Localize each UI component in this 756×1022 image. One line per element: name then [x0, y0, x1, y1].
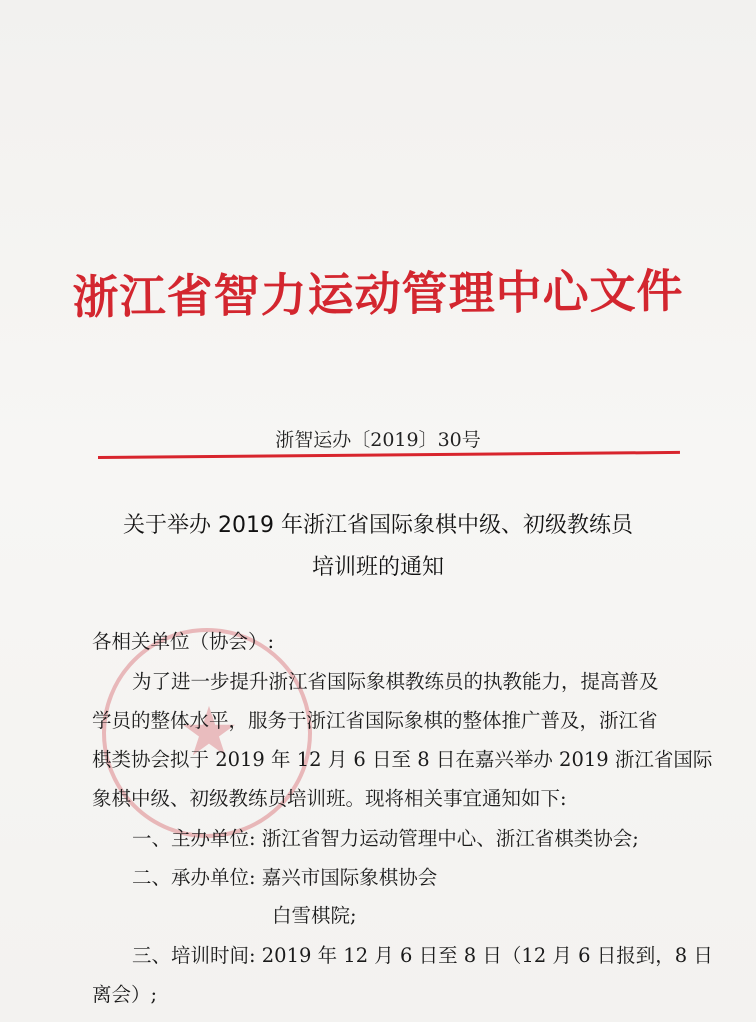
document-header-title: 浙江省智力运动管理中心文件 [72, 263, 684, 325]
item-organizer: 一、主办单位: 浙江省智力运动管理中心、浙江省棋类协会; [132, 827, 639, 850]
notice-title-line-2: 培训班的通知 [311, 555, 444, 580]
salutation: 各相关单位（协会）: [92, 630, 275, 653]
red-divider-line [98, 451, 680, 459]
item-host: 二、承办单位: 嘉兴市国际象棋协会 [132, 866, 438, 889]
paragraph-1-line-1: 为了进一步提升浙江省国际象棋教练员的执教能力，提高普及 [132, 670, 659, 693]
item-host-continuation: 白雪棋院; [272, 904, 357, 927]
paragraph-1-line-3: 棋类协会拟于 2019 年 12 月 6 日至 8 日在嘉兴举办 2019 浙江省国际 [92, 748, 713, 771]
item-training-time-line-1: 三、培训时间: 2019 年 12 月 6 日至 8 日（12 月 6 日报到，8 日 [132, 944, 713, 967]
paragraph-1-line-4: 象棋中级、初级教练员培训班。现将相关事宜通知如下: [92, 787, 567, 810]
document-number: 浙智运办〔2019〕30号 [275, 429, 481, 451]
item-training-time-line-2: 离会）; [92, 983, 158, 1006]
notice-title-line-1: 关于举办 2019 年浙江省国际象棋中级、初级教练员 [123, 513, 633, 538]
seal-star-icon: ★ [178, 693, 240, 772]
paragraph-1-line-2: 学员的整体水平，服务于浙江省国际象棋的整体推广普及，浙江省 [92, 709, 658, 732]
